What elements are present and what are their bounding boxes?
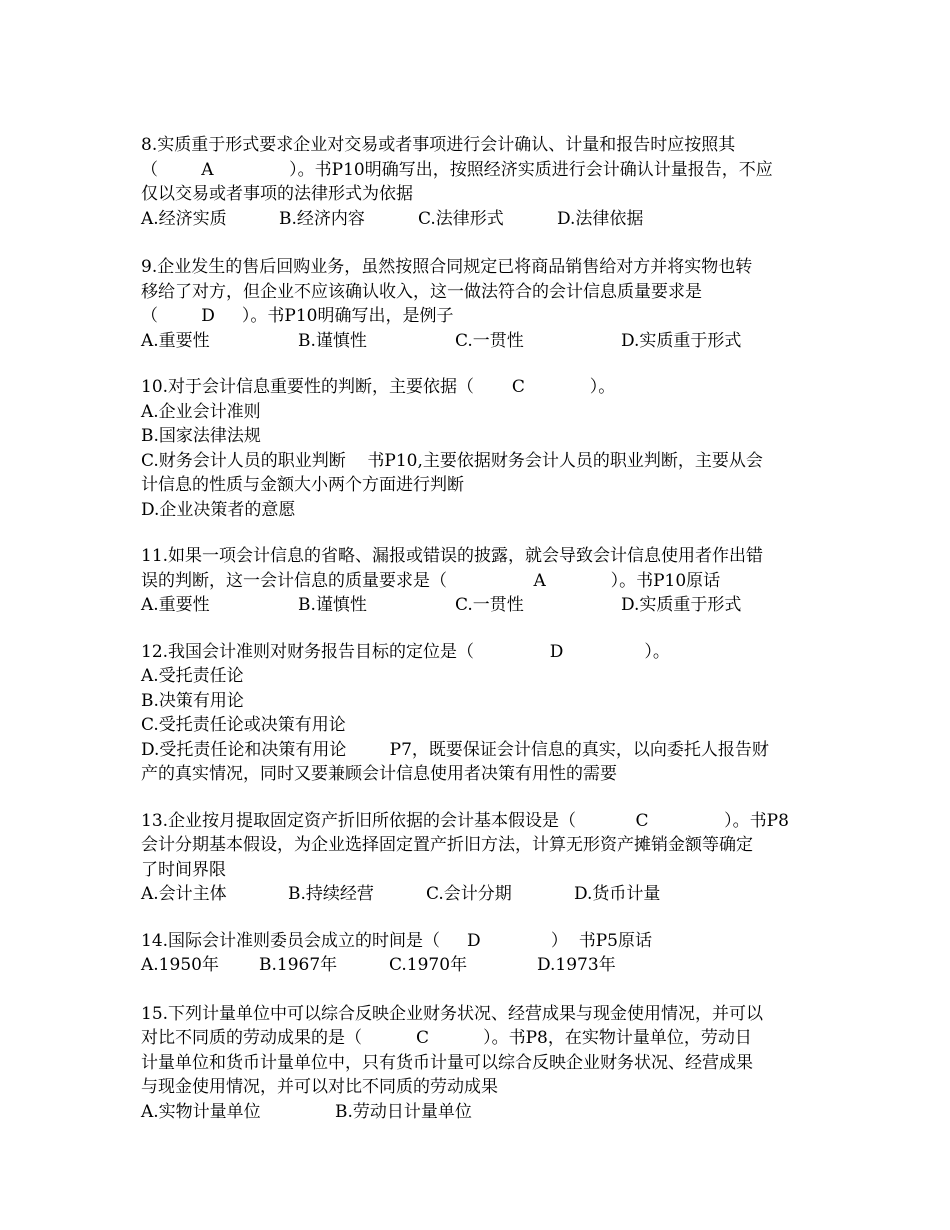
option-c-continued: 计信息的性质与金额大小两个方面进行判断: [141, 475, 464, 495]
option-c: C.一贯性: [455, 330, 524, 351]
question-text-line: 12.我国会计准则对财务报告目标的定位是（ D ）。: [141, 641, 670, 662]
question-text-line: 10.对于会计信息重要性的判断，主要依据（ C ）。: [141, 377, 616, 397]
option-a: A.实物计量单位: [141, 1101, 261, 1122]
option-a: A.会计主体: [141, 884, 227, 904]
question-13: [141, 809, 821, 907]
option-d: D.实质重于形式: [621, 595, 742, 615]
option-d: D.1973年: [537, 955, 616, 975]
option-b: B.决策有用论: [141, 690, 244, 711]
option-a: A.重要性: [141, 595, 210, 615]
options-row: [141, 953, 821, 978]
option-a: A.1950年: [141, 955, 219, 975]
option-d: D.法律依据: [557, 208, 644, 229]
option-c: C.会计分期: [426, 884, 512, 904]
question-9: [141, 255, 821, 353]
options-row: [141, 882, 821, 907]
document-page: [141, 133, 821, 1124]
question-text-line: 14.国际会计准则委员会成立的时间是（ D ） 书P5原话: [141, 930, 652, 951]
option-a: A.经济实质: [141, 208, 227, 229]
question-text-line: 与现金使用情况，并可以对比不同质的劳动成果: [141, 1077, 498, 1097]
option-c: C.受托责任论或决策有用论: [141, 715, 346, 735]
option-b: B.1967年: [259, 955, 338, 975]
question-text-line: 11.如果一项会计信息的省略、漏报或错误的披露，就会导致会计信息使用者作出错: [141, 546, 764, 566]
option-a: A.重要性: [141, 330, 210, 351]
option-d: D.受托责任论和决策有用论 P7，既要保证会计信息的真实，以向委托人报告财: [141, 739, 769, 760]
question-text-line: 对比不同质的劳动成果的是（ C ）。书P8，在实物计量单位，劳动日: [141, 1028, 752, 1048]
option-b: B.持续经营: [288, 884, 374, 904]
question-text-line: 误的判断，这一会计信息的质量要求是（ A ）。书P10原话: [141, 570, 721, 591]
question-text-line: 会计分期基本假设，为企业选择固定置产折旧方法，计算无形资产摊销金额等确定: [141, 835, 753, 855]
question-15: [141, 1002, 821, 1125]
option-c: C.1970年: [389, 955, 468, 975]
question-8: [141, 133, 821, 231]
options-row: [141, 1100, 821, 1125]
option-d-continued: 产的真实情况，同时又要兼顾会计信息使用者决策有用性的需要: [141, 764, 617, 784]
question-11: [141, 544, 821, 618]
option-b: B.国家法律法规: [141, 426, 261, 446]
question-text-line: （ D ）。书P10明确写出，是例子: [141, 306, 454, 326]
question-text-line: 计量单位和货币计量单位中，只有货币计量可以综合反映企业财务状况、经营成果: [141, 1052, 753, 1073]
option-c: C.财务会计人员的职业判断 书P10,主要依据财务会计人员的职业判断，主要从会: [141, 450, 763, 471]
option-b: B.谨慎性: [298, 595, 367, 615]
question-text-line: 8.实质重于形式要求企业对交易或者事项进行会计确认、计量和报告时应按照其: [141, 135, 736, 155]
question-10: [141, 375, 821, 522]
options-row: [141, 593, 821, 618]
question-14: [141, 929, 821, 978]
option-b: B.谨慎性: [298, 330, 367, 351]
option-b: B.经济内容: [279, 208, 365, 229]
question-text-line: 9.企业发生的售后回购业务，虽然按照合同规定已将商品销售给对方并将实物也转: [141, 257, 753, 277]
option-d: D.实质重于形式: [621, 330, 742, 351]
option-c: C.一贯性: [455, 595, 524, 615]
options-row: [141, 207, 821, 232]
options-row: [141, 329, 821, 354]
question-text-line: （ A ）。书P10明确写出，按照经济实质进行会计确认计量报告，不应: [141, 159, 773, 180]
option-b: B.劳动日计量单位: [335, 1101, 472, 1122]
question-text-line: 仅以交易或者事项的法律形式为依据: [141, 184, 413, 204]
option-c: C.法律形式: [418, 208, 504, 229]
question-text-line: 了时间界限: [141, 859, 226, 880]
option-d: D.货币计量: [574, 884, 661, 904]
question-text-line: 15.下列计量单位中可以综合反映企业财务状况、经营成果与现金使用情况，并可以: [141, 1003, 764, 1024]
question-12: [141, 640, 821, 787]
option-a: A.企业会计准则: [141, 401, 261, 422]
option-d: D.企业决策者的意愿: [141, 499, 296, 520]
question-text-line: 移给了对方，但企业不应该确认收入，这一做法符合的会计信息质量要求是: [141, 281, 702, 302]
question-text-line: 13.企业按月提取固定资产折旧所依据的会计基本假设是（ C ）。书P8: [141, 810, 789, 831]
option-a: A.受托责任论: [141, 666, 244, 686]
